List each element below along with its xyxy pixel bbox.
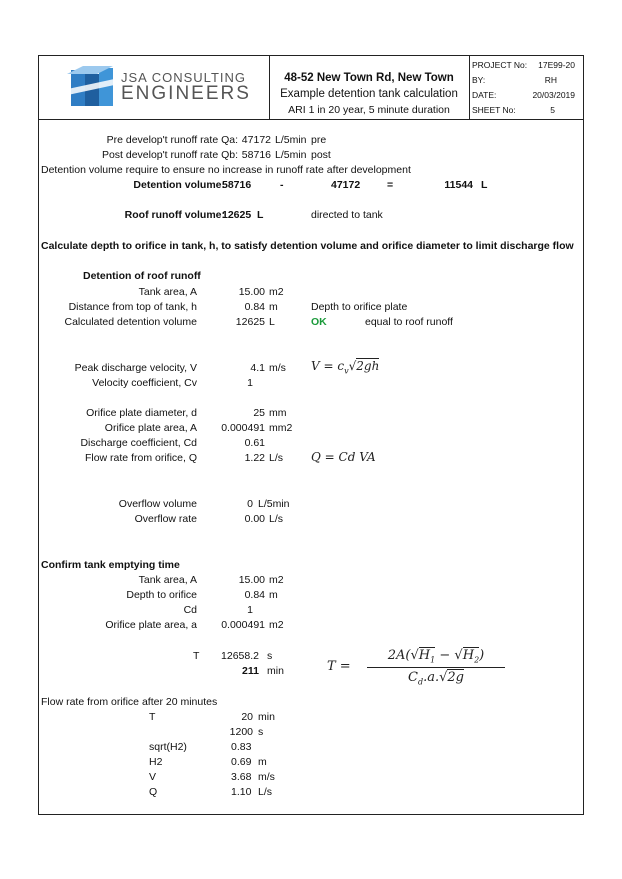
meta-label-by: BY:	[472, 75, 486, 85]
tank-area-label: Tank area, A	[138, 286, 197, 298]
roof-runoff-unit: L	[257, 209, 264, 221]
ok-status-badge: OK	[311, 316, 327, 328]
overflow-rate-label: Overflow rate	[134, 513, 197, 525]
meta-label-sheet: SHEET No:	[472, 105, 516, 115]
depth-note: Depth to orifice plate	[311, 301, 408, 313]
detention-note: Detention volume require to ensure no increase in runoff rate after development	[41, 164, 411, 176]
q-label: Q	[149, 786, 158, 798]
t-label: T	[193, 650, 200, 662]
h2-unit: m	[258, 756, 267, 768]
ok-note: equal to roof runoff	[365, 316, 453, 328]
orifice-area-label: Orifice plate area, A	[104, 422, 197, 434]
velocity-formula: $V = c_v√2gh$	[311, 359, 380, 376]
company-name-line2: ENGINEERS	[121, 83, 251, 104]
qa-value: 47172	[241, 134, 271, 146]
tank-area-value: 15.00	[238, 286, 265, 298]
cv-label: Velocity coefficient, Cv	[92, 377, 197, 389]
after20-t-label: T	[149, 711, 156, 723]
t-seconds-value: 12658.2	[221, 650, 259, 662]
empty-tank-area-unit: m2	[269, 574, 284, 586]
sqrt-h2-value: 0.83	[231, 741, 252, 753]
meta-label-date: DATE:	[472, 90, 497, 100]
t-seconds-unit: s	[267, 650, 273, 662]
empty-orifice-area-label: Orifice plate area, a	[105, 619, 197, 631]
detention-equals: =	[387, 179, 394, 191]
detention-heading: Detention of roof runoff	[83, 270, 201, 282]
storm-event: ARI 1 in 20 year, 5 minute duration	[288, 104, 450, 116]
after20-t-value: 20	[241, 711, 253, 723]
roof-runoff-label: Roof runoff volume:	[124, 209, 225, 221]
detention-volume-label: Detention volume:	[133, 179, 225, 191]
qb-unit: L/5min	[275, 149, 307, 161]
flow-formula: Q = Cd VA	[311, 450, 376, 464]
calc-detention-value: 12625	[235, 316, 265, 328]
meta-label-project: PROJECT No:	[472, 60, 528, 70]
qb-note: post	[311, 149, 331, 161]
flow-rate-unit: L/s	[269, 452, 284, 464]
meta-value-project: 17E99-20	[538, 60, 575, 70]
t-minutes-unit: min	[267, 665, 284, 677]
calculation-sheet: JSA CONSULTING ENGINEERS 48-52 New Town Rd, New Town Example detention tank calculation ARI 1 in 20 year, 5 minute duration PROJECT No: 17E99-20 BY: RH DATE: 20/03/2019 SHEET No: 5 Pre develop't runoff rate Qa: 47172 L/5min pre Post develop't runoff rate Qb: 58716 L/5min post Detention volume require to ensure no increase in runoff rate after development Detention volume: 58716 - 47172 = 11544 L Roof runoff volume: 12625 L directed to tank Calculate depth to orifice in tank, h, to satisfy detention volume and orifice diameter to limit discharge flow Detention of roof runoff Tank area, A 15.00 m2 Distance from top of tank, h 0.84 m Depth to orifice plate Calculated detention volume 12625 L OK equal to roof runoff Peak discharge velocity, V 4.1 m/s Velocity coefficient, Cv 1 $V = c_v√2gh$ Orifice plate diameter, d 25 mm Orifice plate area, A 0.000491 mm2 Discharge coefficient, Cd 0.61 Flow rate from orifice, Q 1.22 L/s Q = Cd VA Overflow volume 0 L/5min 0.00 Overflow rate L/s Confirm tank emptying time Tank area, A 15.00 m2 Depth to orifice 0.84 m Cd 1 Orifice plate area, a 0.000491 m2 T 12658.2 s 211 min T = $2A(√H_1 - √H_2)$ $C_d.a.√2g$ Flow rate from orifice after 20 minutes T 20 min 1200 s sqrt(H2) 0.83 H2 0.69 m V 3.68 m/s Q 1.10 L/s	[38, 55, 584, 815]
empty-tank-area-value: 15.00	[238, 574, 265, 586]
detention-value-pre: 47172	[331, 179, 361, 191]
orifice-diameter-label: Orifice plate diameter, d	[86, 407, 197, 419]
calc-heading: Calculate depth to orifice in tank, h, to satisfy detention volume and orifice diameter to limit discharge flow	[41, 240, 574, 252]
empty-depth-value: 0.84	[244, 589, 265, 601]
detention-result: 11544	[444, 179, 473, 191]
t-minutes-value: 211	[242, 665, 259, 677]
qa-note: pre	[311, 134, 327, 146]
empty-cd-label: Cd	[183, 604, 197, 616]
company-name-line1: JSA CONSULTING	[121, 70, 247, 85]
roof-runoff-note: directed to tank	[311, 209, 383, 221]
qa-unit: L/5min	[275, 134, 307, 146]
detention-minus: -	[280, 179, 284, 191]
distance-label: Distance from top of tank, h	[68, 301, 197, 313]
empty-depth-unit: m	[269, 589, 278, 601]
orifice-area-unit: mm2	[269, 422, 293, 434]
empty-tank-area-label: Tank area, A	[138, 574, 197, 586]
cv-value: 1	[247, 377, 253, 389]
meta-value-date: 20/03/2019	[532, 90, 575, 100]
roof-runoff-value: 12625	[222, 209, 252, 221]
header-divider-v2	[469, 56, 470, 119]
cd-value: 0.61	[244, 437, 265, 449]
orifice-area-value: 0.000491	[221, 422, 265, 434]
v-label: V	[149, 771, 157, 783]
cd-label: Discharge coefficient, Cd	[80, 437, 197, 449]
q-unit: L/s	[258, 786, 273, 798]
distance-value: 0.84	[244, 301, 265, 313]
meta-value-sheet: 5	[550, 105, 555, 115]
velocity-value: 4.1	[250, 362, 265, 374]
q-value: 1.10	[231, 786, 252, 798]
overflow-rate-unit: L/s	[269, 513, 284, 525]
after20-heading: Flow rate from orifice after 20 minutes	[41, 696, 218, 708]
flow-rate-value: 1.22	[244, 452, 265, 464]
project-address: 48-52 New Town Rd, New Town	[284, 72, 454, 84]
empty-orifice-area-value: 0.000491	[221, 619, 265, 631]
after20-s-unit: s	[258, 726, 264, 738]
empty-cd-value: 1	[247, 604, 253, 616]
v-value: 3.68	[231, 771, 252, 783]
v-unit: m/s	[258, 771, 275, 783]
header-divider	[39, 119, 583, 120]
distance-unit: m	[269, 301, 278, 313]
sqrt-h2-label: sqrt(H2)	[149, 741, 187, 753]
overflow-volume-unit: L/5min	[258, 498, 290, 510]
velocity-label: Peak discharge velocity, V	[74, 362, 197, 374]
h2-value: 0.69	[231, 756, 252, 768]
after20-s-value: 1200	[229, 726, 253, 738]
orifice-diameter-unit: mm	[269, 407, 287, 419]
empty-orifice-area-unit: m2	[269, 619, 284, 631]
flow-rate-label: Flow rate from orifice, Q	[84, 452, 197, 464]
overflow-volume-value: 0	[247, 498, 253, 510]
calc-detention-label: Calculated detention volume	[64, 316, 197, 328]
calc-detention-unit: L	[269, 316, 275, 328]
orifice-diameter-value: 25	[253, 407, 265, 419]
overflow-rate-value: 0.00	[244, 513, 265, 525]
qb-value: 58716	[241, 149, 271, 161]
meta-value-by: RH	[544, 75, 557, 85]
emptying-heading: Confirm tank emptying time	[41, 559, 180, 571]
tank-area-unit: m2	[269, 286, 284, 298]
empty-depth-label: Depth to orifice	[126, 589, 197, 601]
velocity-unit: m/s	[269, 362, 286, 374]
after20-t-unit: min	[258, 711, 275, 723]
detention-value-post: 58716	[222, 179, 252, 191]
sheet-subtitle: Example detention tank calculation	[280, 88, 458, 100]
company-logo-icon	[63, 64, 119, 112]
overflow-volume-label: Overflow volume	[118, 498, 197, 510]
qa-label: Pre develop't runoff rate Qa:	[106, 134, 238, 146]
h2-label: H2	[149, 756, 163, 768]
qb-label: Post develop't runoff rate Qb:	[101, 149, 238, 161]
detention-unit: L	[481, 179, 488, 191]
